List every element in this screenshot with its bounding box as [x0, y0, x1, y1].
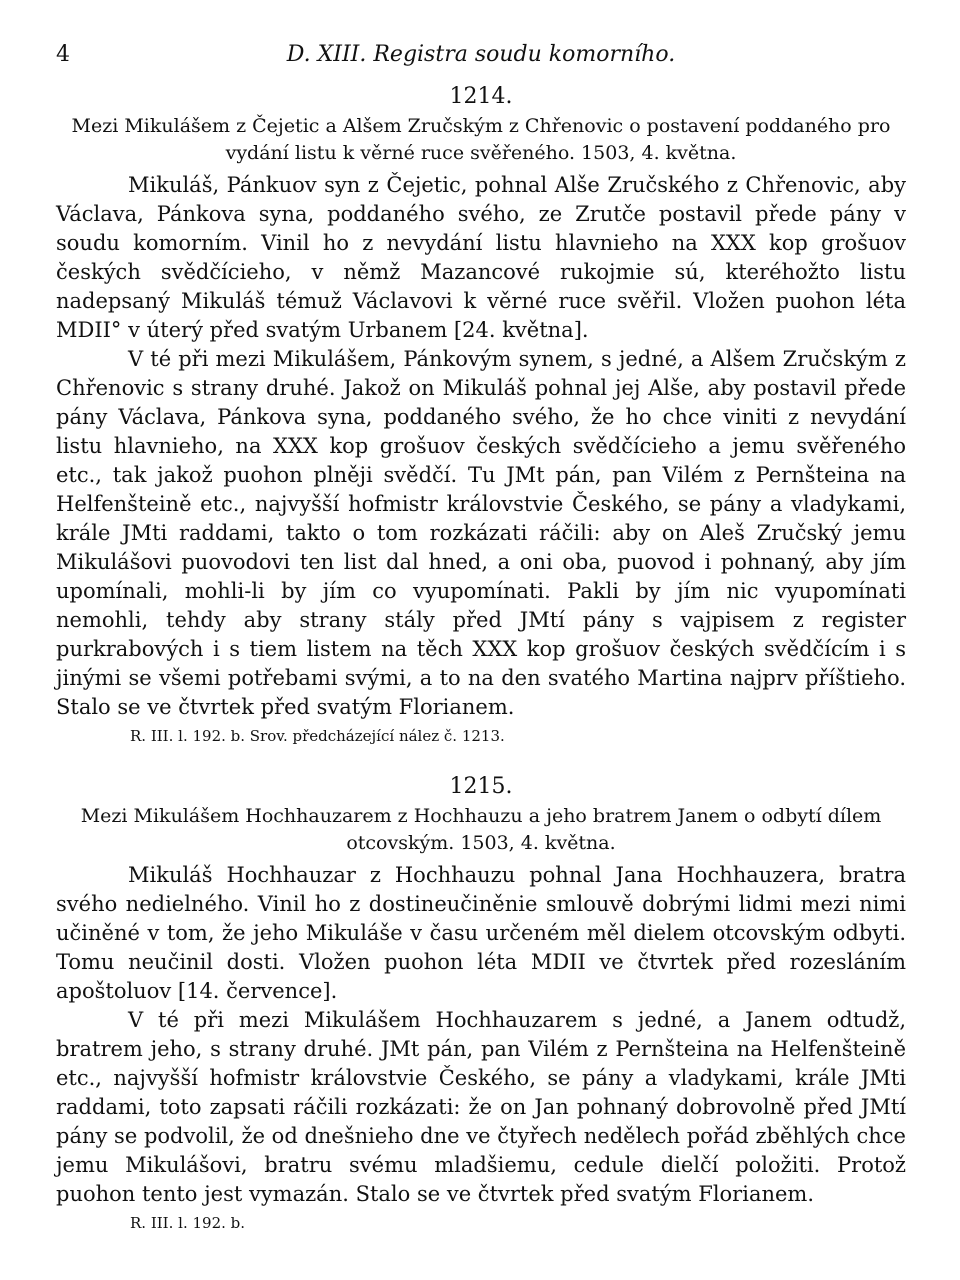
entry-paragraph: V té při mezi Mikulášem, Pánkovým synem, s jedné, a Alšem Zručským z Chřenovic s strany druhé. Jakož on Mikuláš pohnal jej Alše, aby postavil přede pány Václava, Pánkova syna, poddaného svého, že ho chce viniti z nevydání listu hlavnieho, na XXX kop grošuov českých svědčícieho a jemu svěřeného etc., tak jakož puohon plněji svědčí. Tu JMt pán, pan Vilém z Pernšteina na Helfenšteině etc., najvyšší hofmistr královstvie Českého, se pány a vladykami, krále JMti raddami, takto o tom rozkázati ráčili: aby on Aleš Zručský jemu Mikulášovi puovodovi ten list dal hned, a oni oba, puovod i pohnaný, aby jím upomínali, mohli-li by jím co vyupomínati. Pakli by jím nic vyupomínati nemohli, tehdy aby strany stály před JMtí pány s vajpisem z register purkrabových i s tiem listem na těch XXX kop grošuov českých svědčícím i s jinými se všemi potřebami svými, a to na den svatého Martina najprv příštieho. Stalo se ve čtvrtek před svatým Florianem. — [56, 347, 906, 719]
entry-regest: Mezi Mikulášem z Čejetic a Alšem Zručským z Chřenovic o postavení poddaného pro vydání listu k věrné ruce svěřeného. 1503, 4. května. — [71, 115, 891, 164]
entry-1214 — [56, 84, 906, 748]
document-page — [56, 36, 906, 1235]
page-header — [56, 36, 906, 76]
entry-1215 — [56, 774, 906, 1235]
entry-paragraph: Mikuláš Hochhauzar z Hochhauzu pohnal Jana Hochhauzera, bratra svého nedielného. Vinil ho z dostineučiněnie smlouvě dobrými lidmi mezi nimi učiněné v tom, že jeho Mikuláše v času určeném měl dielem otcovským odbyti. Tomu neučinil dosti. Vložen puohon léta MDII ve čtvrtek před rozesláním apoštoluov [14. července]. — [56, 863, 906, 1003]
page-number: 4 — [56, 42, 70, 67]
entry-paragraph: Mikuláš, Pánkuov syn z Čejetic, pohnal Alše Zručského z Chřenovic, aby Václava, Pánkova syna, poddaného svého, ze Zrutče postavil přede pány v soudu komorním. Vinil ho z nevydání listu hlavnieho na XXX kop grošuov českých svědčícieho, v němž Mazancové rukojmie sú, kteréhožto listu nadepsaný Mikuláš témuž Václavovi k věrné ruce svěřil. Vložen puohon léta MDII° v úterý před svatým Urbanem [24. května]. — [56, 173, 906, 342]
entry-number: 1214. — [449, 84, 513, 109]
entry-regest: Mezi Mikulášem Hochhauzarem z Hochhauzu a jeho bratrem Janem o odbytí dílem otcovským. 1503, 4. května. — [80, 805, 882, 854]
entry-paragraph: V té při mezi Mikulášem Hochhauzarem s jedné, a Janem odtudž, bratrem jeho, s strany druhé. JMt pán, pan Vilém z Pernšteina na Helfenšteině etc., najvyšší hofmistr královstvie Českého, se pány a vladykami, krále JMti raddami, toto zapsati ráčili rozkázati: že on Jan pohnaný dobrovolně před JMtí pány se podvolil, že od dnešnieho dne ve čtyřech nedělech pořád zběhlých chce jemu Mikulášovi, bratru svému mladšiemu, cedule dielčí položiti. Protož puohon tento jest vymazán. Stalo se ve čtvrtek před svatým Florianem. — [56, 1008, 906, 1206]
running-title: D. XIII. Registra soudu komorního. — [286, 42, 676, 67]
source-reference: R. III. l. 192. b. — [130, 1214, 246, 1232]
source-reference: R. III. l. 192. b. Srov. předcházející nález č. 1213. — [130, 727, 505, 745]
entry-number: 1215. — [449, 774, 513, 799]
